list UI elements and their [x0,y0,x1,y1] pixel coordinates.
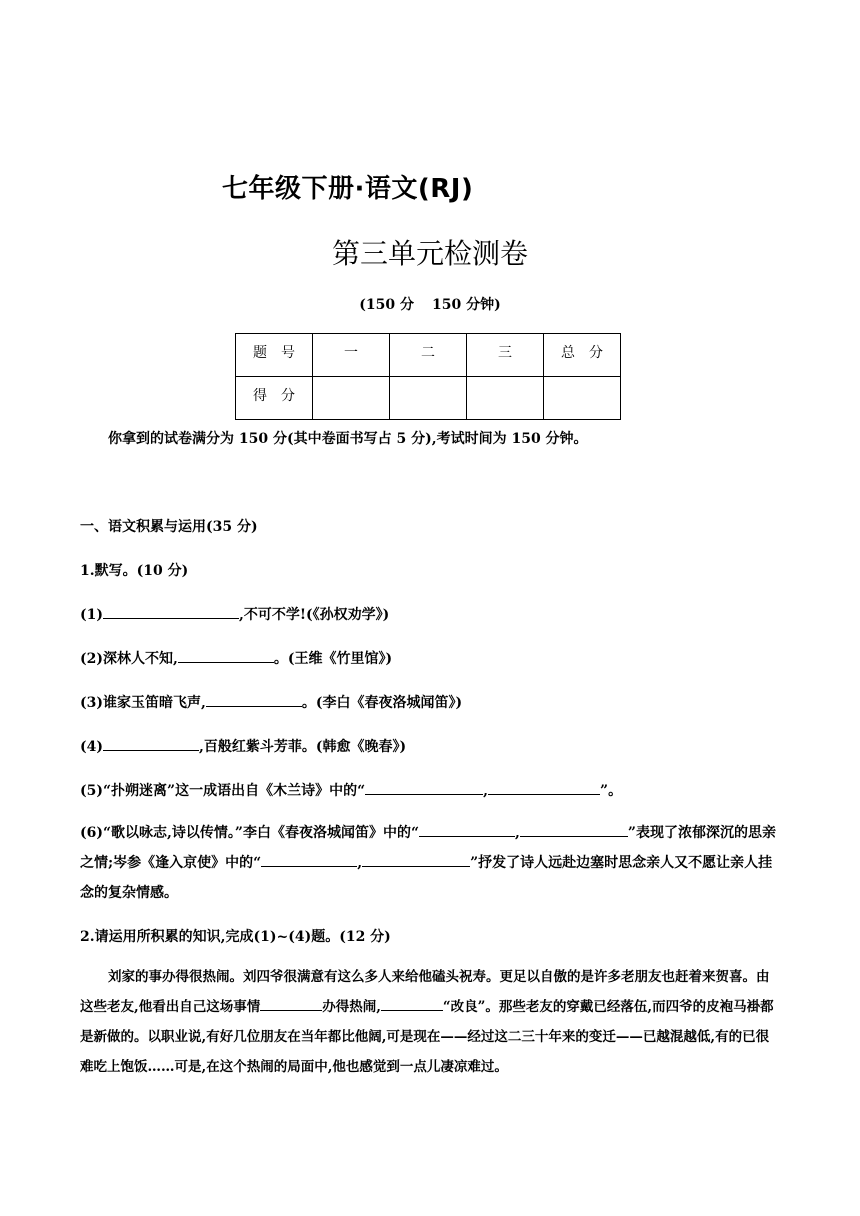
answer-blank[interactable] [419,822,515,837]
answer-blank[interactable] [178,648,274,663]
answer-blank[interactable] [206,692,302,707]
question-item: (3)谁家玉笛暗飞声, 。(李白《春夜洛城闻笛》) [80,692,462,712]
answer-blank[interactable] [381,998,443,1011]
answer-blank[interactable] [488,780,600,795]
score-entry-cell[interactable] [467,377,544,420]
answer-blank[interactable] [260,998,322,1011]
question-item: (2)深林人不知, 。(王维《竹里馆》) [80,648,392,668]
time-total: 150 分钟) [432,297,501,313]
question-item: (5)“扑朔迷离”这一成语出自《木兰诗》中的“ , ”。 [80,780,622,800]
answer-blank[interactable] [103,736,199,751]
question-title: 2.请运用所积累的知识,完成(1)~(4)题。(12 分) [80,929,391,945]
answer-blank[interactable] [362,852,470,867]
question-item: (4) ,百般红紫斗芳菲。(韩愈《晚春》) [80,736,406,756]
unit-title: 第三单元检测卷 [331,237,528,270]
book-title: 七年级下册·语文(RJ) [222,174,474,204]
question-title: 1.默写。(10 分) [80,563,189,579]
reading-passage: 刘家的事办得很热闹。刘四爷很满意有这么多人来给他磕头祝寿。更足以自傲的是许多老朋友也赶着来贺喜。由这些老友,他看出自己这场事情 办得热闹, “改良”。那些老友的穿戴已经落伍,而四爷的皮袍马褂都是新做的。以职业说,有好几位朋友在当年都比他阔,可是现在——经过这二三十年来的变迁——已越混越低,有的已很难吃上饱饭……可是,在这个热闹的局面中,他也感觉到一点儿凄凉难过。 [80,969,774,1075]
score-table-cell: 得 分 [236,377,313,420]
answer-blank[interactable] [520,822,628,837]
exam-info [0,294,860,314]
score-table-cell: 总 分 [544,334,621,377]
score-table-cell: 一 [313,334,390,377]
score-table [235,333,621,420]
score-table-score-row [236,377,621,420]
score-table-cell: 三 [467,334,544,377]
score-entry-cell[interactable] [544,377,621,420]
answer-blank[interactable] [103,604,239,619]
score-table-cell: 二 [390,334,467,377]
score-table-cell: 题 号 [236,334,313,377]
section-heading: 一、语文积累与运用(35 分) [80,519,258,535]
answer-blank[interactable] [365,780,483,795]
score-entry-cell[interactable] [390,377,467,420]
question-item: (1) ,不可不学!(《孙权劝学》) [80,604,389,624]
score-table-header-row [236,334,621,377]
intro-note: 你拿到的试卷满分为 150 分(其中卷面书写占 5 分),考试时间为 150 分钟。 [108,431,588,447]
answer-blank[interactable] [261,852,357,867]
score-total: (150 分 [359,297,414,313]
score-entry-cell[interactable] [313,377,390,420]
question-item: (6)“歌以咏志,诗以传情。”李白《春夜洛城闻笛》中的“ , ”表现了浓郁深沉的思亲之情;岑参《逢入京使》中的“ , ”抒发了诗人远赴边塞时思念亲人又不愿让亲人挂念的复杂情感。 [80,818,780,908]
